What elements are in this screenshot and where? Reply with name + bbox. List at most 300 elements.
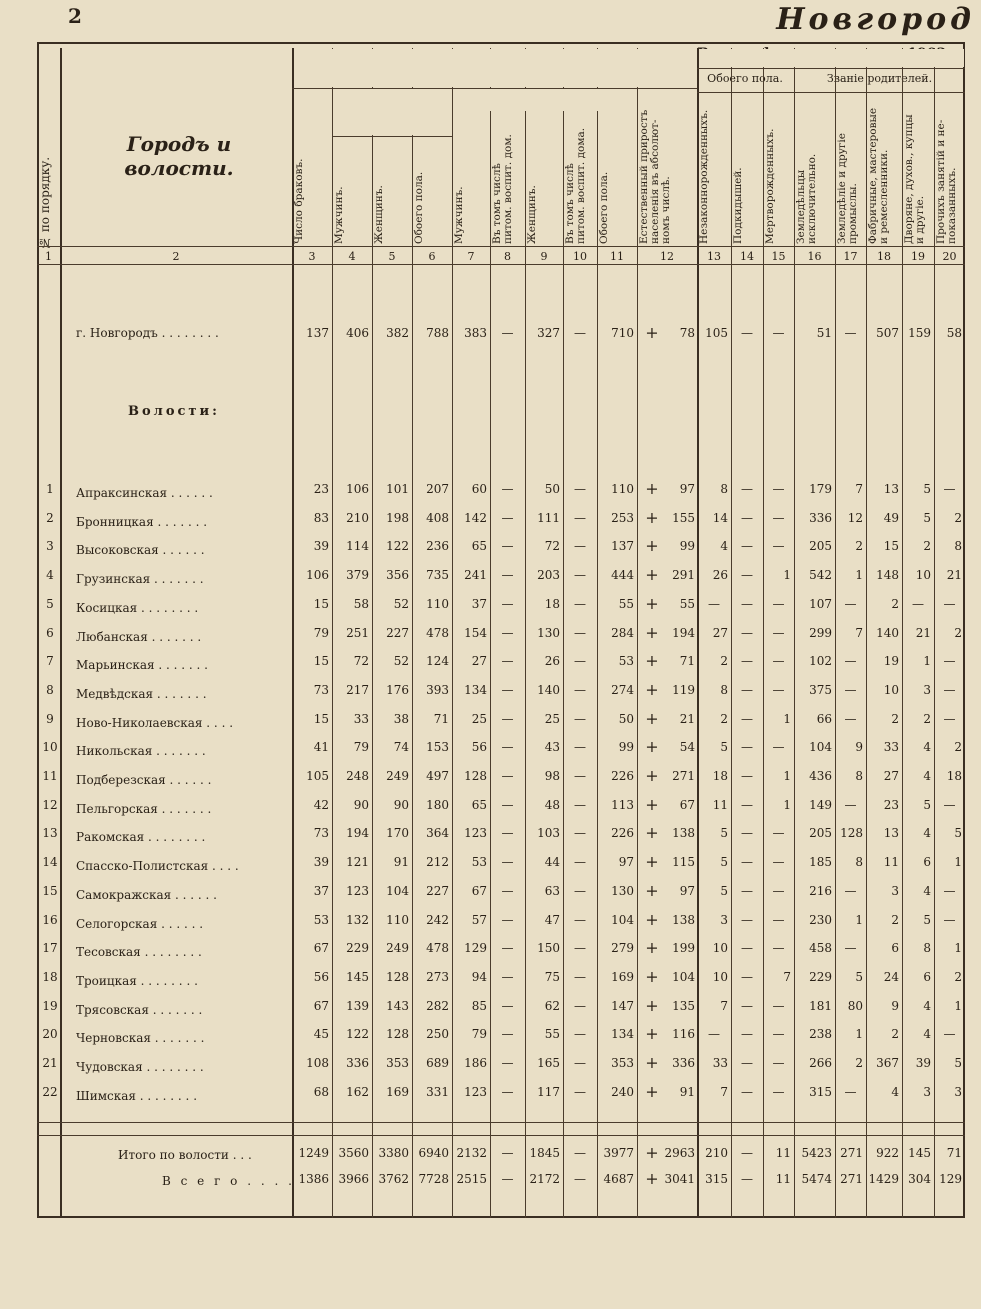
volost-value: 110: [386, 913, 409, 927]
volost-value: 90: [353, 798, 369, 812]
volost-value: —: [943, 597, 956, 611]
volost-plus-sign: +: [645, 938, 659, 957]
volost-value: 13: [883, 826, 899, 840]
grand-total-value: 2515: [456, 1172, 487, 1186]
volost-value: 115: [672, 855, 695, 869]
volost-value: 249: [386, 941, 409, 955]
volost-value: 94: [471, 970, 487, 984]
city-value: 788: [426, 326, 449, 340]
volost-value: 4: [923, 999, 931, 1013]
volost-value: 68: [313, 1085, 329, 1099]
column-number: 7: [467, 250, 475, 263]
volost-value: 143: [386, 999, 409, 1013]
volost-value: 128: [840, 826, 863, 840]
header-col14: Подкидышей.: [732, 167, 744, 244]
row-line: [332, 136, 452, 137]
volost-value: 110: [611, 482, 634, 496]
volost-value: 104: [809, 740, 832, 754]
volost-value: 186: [464, 1056, 487, 1070]
volost-plus-sign: +: [645, 680, 659, 699]
volost-value: 21: [679, 712, 695, 726]
volost-value: 8: [720, 482, 728, 496]
volost-value: 4: [720, 539, 728, 553]
volost-value: 54: [679, 740, 695, 754]
volost-value: 1: [954, 999, 962, 1013]
volost-name: Шимская . . . . . . . .: [76, 1089, 198, 1103]
row-number: 16: [42, 913, 58, 927]
volost-value: 179: [809, 482, 832, 496]
volost-value: —: [943, 712, 956, 726]
total-volosti-value: —: [574, 1146, 586, 1160]
volost-value: 123: [346, 884, 369, 898]
volost-value: 65: [471, 798, 487, 812]
volost-value: 227: [426, 884, 449, 898]
volost-value: —: [741, 712, 753, 726]
header-col4: Мужчинъ.: [333, 186, 345, 244]
grand-total-value: 2172: [529, 1172, 560, 1186]
volost-value: 3: [954, 1085, 962, 1099]
volost-value: 21: [946, 568, 962, 582]
volost-value: —: [772, 511, 785, 525]
volost-value: 97: [679, 884, 695, 898]
volost-value: —: [708, 597, 720, 611]
volost-value: 110: [426, 597, 449, 611]
header-col20: Прочихъ занятiй и не- показанныхъ.: [935, 119, 958, 244]
volost-value: —: [501, 1056, 514, 1070]
volost-value: 3: [720, 913, 728, 927]
volost-value: 149: [809, 798, 832, 812]
volost-value: —: [501, 913, 514, 927]
volost-plus-sign: +: [645, 852, 659, 871]
volost-value: 39: [313, 539, 329, 553]
volost-value: 2: [720, 654, 728, 668]
volost-value: —: [943, 482, 956, 496]
volost-value: 85: [471, 999, 487, 1013]
volost-value: 210: [346, 511, 369, 525]
volost-value: 199: [672, 941, 695, 955]
volost-plus-sign: +: [645, 996, 659, 1015]
volost-value: —: [912, 597, 924, 611]
volost-value: 18: [544, 597, 560, 611]
volost-value: 74: [393, 740, 409, 754]
row-number: 18: [42, 970, 58, 984]
volost-value: 273: [426, 970, 449, 984]
volost-value: 128: [386, 970, 409, 984]
volost-value: 91: [393, 855, 409, 869]
volost-value: —: [574, 511, 586, 525]
total-volosti-value: 2132: [456, 1146, 487, 1160]
volost-value: —: [574, 769, 586, 783]
volost-value: —: [501, 941, 514, 955]
volost-name: Ново-Николаевская . . . .: [76, 716, 234, 730]
volost-value: —: [501, 626, 514, 640]
volost-value: 11: [883, 855, 899, 869]
row-number: 10: [42, 740, 58, 754]
volost-value: 99: [679, 539, 695, 553]
volost-value: —: [741, 1056, 753, 1070]
header-city-volosti: Городъ и волости.: [124, 132, 234, 180]
volost-value: 5: [855, 970, 863, 984]
city-value: 710: [611, 326, 634, 340]
volost-value: 114: [346, 539, 369, 553]
volost-value: 436: [809, 769, 832, 783]
volost-value: 12: [847, 511, 863, 525]
volost-value: 169: [386, 1085, 409, 1099]
volost-value: 97: [618, 855, 634, 869]
volost-value: —: [574, 970, 586, 984]
volost-value: —: [741, 913, 753, 927]
volost-value: 101: [386, 482, 409, 496]
volost-value: —: [772, 626, 785, 640]
volost-value: 33: [712, 1056, 728, 1070]
volost-value: 2: [923, 712, 931, 726]
volost-value: 274: [611, 683, 634, 697]
volost-value: 21: [915, 626, 931, 640]
volost-value: 71: [679, 654, 695, 668]
column-number: 16: [807, 250, 822, 263]
volost-value: 67: [679, 798, 695, 812]
volost-value: —: [943, 798, 956, 812]
total-volosti-value: 1249: [298, 1146, 329, 1160]
volost-value: —: [574, 597, 586, 611]
volost-value: 2: [720, 712, 728, 726]
header-col18: Фабричные, мастеровые и ремесленники.: [867, 107, 890, 244]
volost-value: 104: [611, 913, 634, 927]
volost-value: —: [574, 654, 586, 668]
volost-value: 129: [464, 941, 487, 955]
volost-value: 165: [537, 1056, 560, 1070]
volost-value: 55: [544, 1027, 560, 1041]
volost-name: Марьинская . . . . . . .: [76, 658, 208, 672]
volost-name: Бронницкая . . . . . . .: [76, 515, 208, 529]
volost-value: 4: [923, 769, 931, 783]
total-volosti-value: 71: [946, 1146, 962, 1160]
volost-value: 212: [426, 855, 449, 869]
volost-plus-sign: +: [645, 1024, 659, 1043]
grand-total-value: 1386: [298, 1172, 329, 1186]
volost-value: 98: [544, 769, 560, 783]
total-volosti-plus-sign: +: [645, 1143, 659, 1162]
volost-value: 353: [611, 1056, 634, 1070]
city-value: 159: [908, 326, 931, 340]
volost-value: 393: [426, 683, 449, 697]
volost-value: —: [741, 798, 753, 812]
volost-value: 60: [471, 482, 487, 496]
row-number: 15: [42, 884, 58, 898]
volost-value: 142: [464, 511, 487, 525]
volost-value: —: [501, 511, 514, 525]
row-number: 4: [46, 568, 54, 582]
header-col13: Незаконнорожденныхъ.: [698, 109, 710, 244]
volost-value: —: [574, 798, 586, 812]
city-value: 383: [464, 326, 487, 340]
volost-value: 356: [386, 568, 409, 582]
grand-total-value: 11: [775, 1172, 791, 1186]
total-volosti-value: —: [501, 1146, 514, 1160]
volost-value: 124: [426, 654, 449, 668]
volost-value: 122: [386, 539, 409, 553]
volost-name: Косицкая . . . . . . . .: [76, 601, 199, 615]
volost-plus-sign: +: [645, 737, 659, 756]
volost-value: 242: [426, 913, 449, 927]
column-number: 2: [172, 250, 180, 263]
volost-value: —: [501, 884, 514, 898]
volost-value: 134: [464, 683, 487, 697]
volost-value: 241: [464, 568, 487, 582]
volost-value: 336: [672, 1056, 695, 1070]
volost-value: 271: [672, 769, 695, 783]
volost-value: 364: [426, 826, 449, 840]
column-number: 11: [610, 250, 624, 263]
volost-value: 331: [426, 1085, 449, 1099]
volost-value: 71: [433, 712, 449, 726]
volost-value: 38: [393, 712, 409, 726]
volost-value: 106: [306, 568, 329, 582]
volost-value: —: [772, 1056, 785, 1070]
row-line: [37, 1135, 965, 1136]
volost-value: 7: [855, 626, 863, 640]
grand-total-value: 129: [939, 1172, 962, 1186]
city-value: 327: [537, 326, 560, 340]
volost-value: 66: [816, 712, 832, 726]
volost-value: 47: [544, 913, 560, 927]
total-volosti-value: 3977: [603, 1146, 634, 1160]
volost-value: 226: [611, 826, 634, 840]
volost-value: 198: [386, 511, 409, 525]
grand-total-value: 315: [705, 1172, 728, 1186]
volost-value: —: [741, 568, 753, 582]
volost-value: 104: [386, 884, 409, 898]
volost-value: 147: [611, 999, 634, 1013]
volost-value: 248: [346, 769, 369, 783]
volost-value: 169: [611, 970, 634, 984]
grand-total-value: 7728: [418, 1172, 449, 1186]
total-volosti-value: 6940: [418, 1146, 449, 1160]
volost-value: —: [772, 826, 785, 840]
volost-value: 99: [618, 740, 634, 754]
volost-value: 50: [544, 482, 560, 496]
volost-value: 52: [393, 654, 409, 668]
volost-value: 170: [386, 826, 409, 840]
volost-name: Никольская . . . . . . .: [76, 744, 206, 758]
volost-value: 18: [946, 769, 962, 783]
volost-value: 67: [471, 884, 487, 898]
volost-plus-sign: +: [645, 967, 659, 986]
volost-value: —: [772, 913, 785, 927]
volost-value: 1: [855, 568, 863, 582]
column-number: 20: [942, 250, 957, 263]
volost-value: 79: [353, 740, 369, 754]
volost-value: —: [741, 740, 753, 754]
grand-total-plus-sign: +: [645, 1169, 659, 1188]
volost-plus-sign: +: [645, 508, 659, 527]
volost-value: 130: [537, 626, 560, 640]
volost-value: 25: [544, 712, 560, 726]
volost-value: 2: [891, 1027, 899, 1041]
volost-name: Грузинская . . . . . . .: [76, 572, 204, 586]
header-cover: [334, 89, 451, 135]
volost-value: 67: [313, 999, 329, 1013]
volost-name: Ракомская . . . . . . . .: [76, 830, 206, 844]
volost-value: 226: [611, 769, 634, 783]
volost-value: 735: [426, 568, 449, 582]
volost-value: 72: [353, 654, 369, 668]
column-number: 5: [388, 250, 396, 263]
volost-value: —: [501, 597, 514, 611]
volost-value: 1: [783, 769, 791, 783]
city-name: г. Новгородъ . . . . . . . .: [76, 326, 219, 340]
volost-value: 55: [618, 597, 634, 611]
header-cover: [454, 89, 636, 111]
volost-value: 10: [712, 941, 728, 955]
volost-value: 13: [883, 482, 899, 496]
volost-name: Троицкая . . . . . . . .: [76, 974, 198, 988]
volost-value: 56: [313, 970, 329, 984]
volost-value: —: [741, 654, 753, 668]
volost-value: 44: [544, 855, 560, 869]
row-number: 9: [46, 712, 54, 726]
row-number: 8: [46, 683, 54, 697]
row-number: 5: [46, 597, 54, 611]
header-col5: Женщинъ.: [373, 185, 385, 244]
volost-value: 27: [712, 626, 728, 640]
volost-value: 154: [464, 626, 487, 640]
volost-value: 10: [883, 683, 899, 697]
volost-value: 207: [426, 482, 449, 496]
volost-value: —: [772, 597, 785, 611]
header-col7: Мужчинъ.: [453, 186, 465, 244]
grand-total-value: 1429: [868, 1172, 899, 1186]
volost-value: 458: [809, 941, 832, 955]
city-value: —: [844, 326, 857, 340]
volost-value: 229: [346, 941, 369, 955]
volost-value: —: [501, 769, 514, 783]
total-volosti-label: Итого по волости . . .: [118, 1148, 252, 1162]
volost-value: 266: [809, 1056, 832, 1070]
volost-plus-sign: +: [645, 1053, 659, 1072]
header-parents-status: Званiе родителей.: [826, 72, 933, 85]
volost-plus-sign: +: [645, 594, 659, 613]
volost-value: —: [772, 855, 785, 869]
volost-value: —: [772, 539, 785, 553]
volost-value: 1: [954, 941, 962, 955]
volost-value: —: [844, 884, 857, 898]
volost-name: Черновская . . . . . . .: [76, 1031, 205, 1045]
volost-value: 128: [464, 769, 487, 783]
city-value: 137: [306, 326, 329, 340]
volost-value: —: [501, 798, 514, 812]
volost-value: 1: [855, 1027, 863, 1041]
volost-value: 478: [426, 941, 449, 955]
city-value: 507: [876, 326, 899, 340]
volost-value: 3: [923, 1085, 931, 1099]
grand-total-value: 5474: [801, 1172, 832, 1186]
volost-value: 73: [313, 683, 329, 697]
volost-value: 367: [876, 1056, 899, 1070]
volost-value: —: [501, 539, 514, 553]
volost-value: 249: [386, 769, 409, 783]
total-volosti-value: 11: [775, 1146, 791, 1160]
volost-value: 15: [313, 654, 329, 668]
column-number: 17: [843, 250, 858, 263]
volost-value: 4: [923, 1027, 931, 1041]
row-number: 19: [42, 999, 58, 1013]
volost-value: 203: [537, 568, 560, 582]
volost-value: 444: [611, 568, 634, 582]
volost-value: 180: [426, 798, 449, 812]
volost-value: —: [943, 1027, 956, 1041]
volost-value: 62: [544, 999, 560, 1013]
volost-value: 53: [471, 855, 487, 869]
volost-value: —: [501, 740, 514, 754]
volost-value: 236: [426, 539, 449, 553]
volost-value: —: [844, 712, 857, 726]
volost-value: 542: [809, 568, 832, 582]
volost-value: 7: [720, 1085, 728, 1099]
volost-value: 6: [923, 970, 931, 984]
header-order: № по порядку.: [38, 156, 52, 250]
total-volosti-value: 145: [908, 1146, 931, 1160]
column-number: 6: [428, 250, 436, 263]
volost-plus-sign: +: [645, 536, 659, 555]
volost-value: 1: [923, 654, 931, 668]
grand-total-value: —: [741, 1172, 753, 1186]
volost-value: —: [741, 626, 753, 640]
volost-value: —: [574, 683, 586, 697]
row-line: [37, 246, 965, 247]
volost-value: 5: [720, 740, 728, 754]
volost-name: Подберезская . . . . . .: [76, 773, 212, 787]
volost-value: —: [943, 884, 956, 898]
column-number: 9: [540, 250, 548, 263]
volost-value: 2: [923, 539, 931, 553]
volost-value: —: [574, 826, 586, 840]
volost-value: 5: [923, 482, 931, 496]
row-number: 14: [42, 855, 58, 869]
volost-plus-sign: +: [645, 479, 659, 498]
volost-value: 145: [346, 970, 369, 984]
volost-name: Любанская . . . . . . .: [76, 630, 202, 644]
volost-value: 1: [783, 798, 791, 812]
volost-value: —: [741, 482, 753, 496]
volost-value: —: [574, 941, 586, 955]
volost-value: 43: [544, 740, 560, 754]
volost-plus-sign: +: [645, 565, 659, 584]
volost-plus-sign: +: [645, 651, 659, 670]
volost-value: —: [772, 482, 785, 496]
row-line: [37, 1122, 965, 1123]
row-line: [697, 92, 965, 93]
total-volosti-value: 3560: [338, 1146, 369, 1160]
volost-value: 119: [672, 683, 695, 697]
volost-value: 49: [883, 511, 899, 525]
column-number: 13: [707, 250, 721, 263]
volost-value: 282: [426, 999, 449, 1013]
header-col19: Дворяне, духов., купцы и другiе.: [903, 114, 926, 244]
column-number: 4: [348, 250, 356, 263]
volost-value: 5: [923, 913, 931, 927]
volost-value: 291: [672, 568, 695, 582]
volost-name: Пельгорская . . . . . . .: [76, 802, 212, 816]
volost-value: 9: [891, 999, 899, 1013]
volost-value: 23: [313, 482, 329, 496]
volost-value: 107: [809, 597, 832, 611]
volost-value: 111: [537, 511, 560, 525]
volost-value: 15: [883, 539, 899, 553]
volost-value: —: [574, 913, 586, 927]
volost-value: 148: [876, 568, 899, 582]
volost-value: 10: [712, 970, 728, 984]
